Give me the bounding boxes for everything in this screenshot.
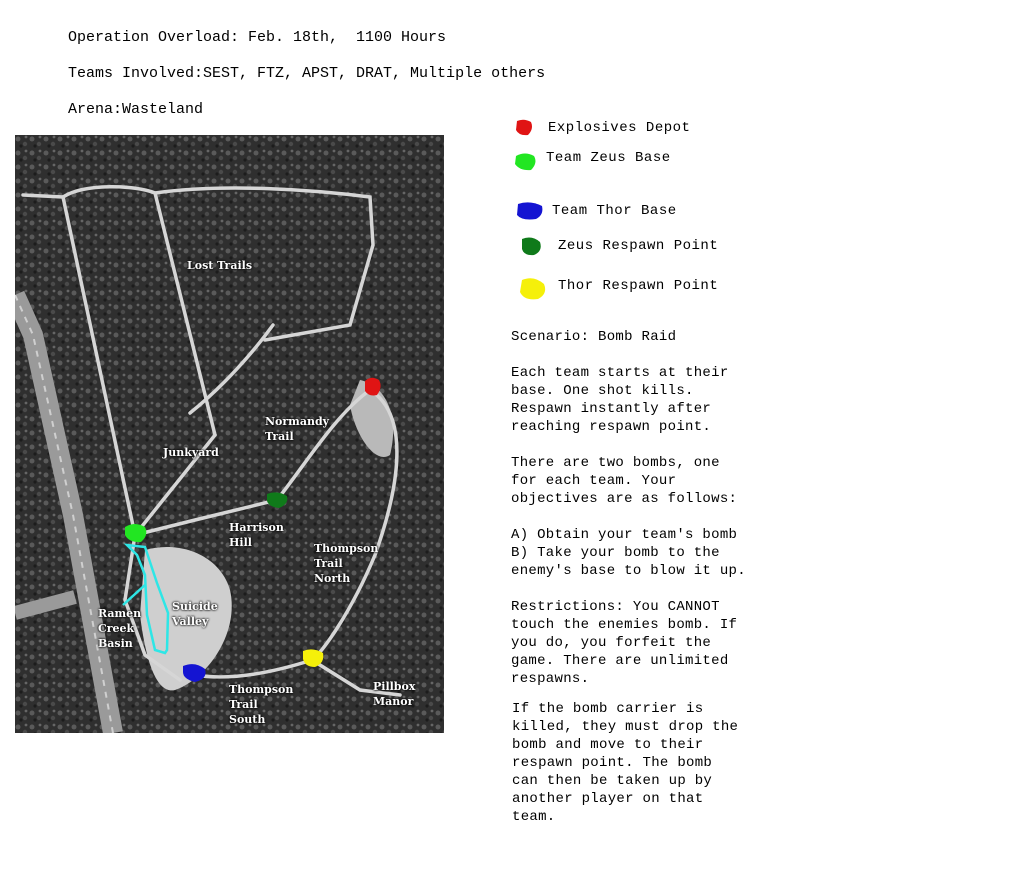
label-lost-trails: Lost Trails <box>187 259 253 272</box>
label-harrison-hill: Harrison Hill <box>229 521 284 549</box>
label-ramen-creek-basin: Ramen Creek Basin <box>98 607 142 650</box>
zeus-base-swatch <box>512 150 540 172</box>
thor-respawn-swatch <box>512 276 548 302</box>
label-normandy-trail: Normandy Trail <box>265 415 330 443</box>
scenario-title: Scenario: Bomb Raid <box>511 329 677 345</box>
aerial-map <box>15 135 444 733</box>
legend-label: Zeus Respawn Point <box>558 238 719 254</box>
scenario-paragraph-carrier: If the bomb carrier is killed, they must drop the bomb and move to their respawn point. The bomb can then be taken up by another player on that team. <box>512 701 739 825</box>
operation-title: Operation Overload: Feb. 18th, 1100 Hours <box>68 29 447 46</box>
zeus-respawn-swatch <box>512 236 542 258</box>
scenario-paragraph-bombs: There are two bombs, one for each team. Your objectives are as follows: <box>511 455 738 507</box>
scenario-paragraph-objectives: A) Obtain your team's bomb B) Take your bomb to the enemy's base to blow it up. <box>511 527 746 579</box>
thor-base-swatch <box>512 201 544 223</box>
explosives-depot-swatch <box>512 118 536 138</box>
scenario-paragraph-start: Each team starts at their base. One shot kills. Respawn instantly after reaching respawn point. <box>511 365 729 435</box>
explosives-depot-marker <box>365 378 381 396</box>
label-thompson-trail-north: Thompson Trail North <box>314 542 379 585</box>
scenario-paragraph-restrictions: Restrictions: You CANNOT touch the enemies bomb. If you do, you forfeit the game. There are unlimited respawns. <box>511 599 738 687</box>
legend-label: Thor Respawn Point <box>558 278 719 294</box>
label-pillbox-manor: Pillbox Manor <box>373 680 416 708</box>
map-terrain <box>15 135 444 733</box>
label-suicide-valley: Suicide Valley <box>172 600 218 628</box>
label-junkyard: Junkyard <box>163 446 219 459</box>
legend-label: Team Thor Base <box>552 203 677 219</box>
teams-involved: Teams Involved:SEST, FTZ, APST, DRAT, Multiple others <box>68 65 546 82</box>
legend-label: Team Zeus Base <box>546 150 671 166</box>
label-thompson-trail-south: Thompson Trail South <box>229 683 294 726</box>
legend-label: Explosives Depot <box>548 120 691 136</box>
arena-name: Arena:Wasteland <box>68 101 204 118</box>
